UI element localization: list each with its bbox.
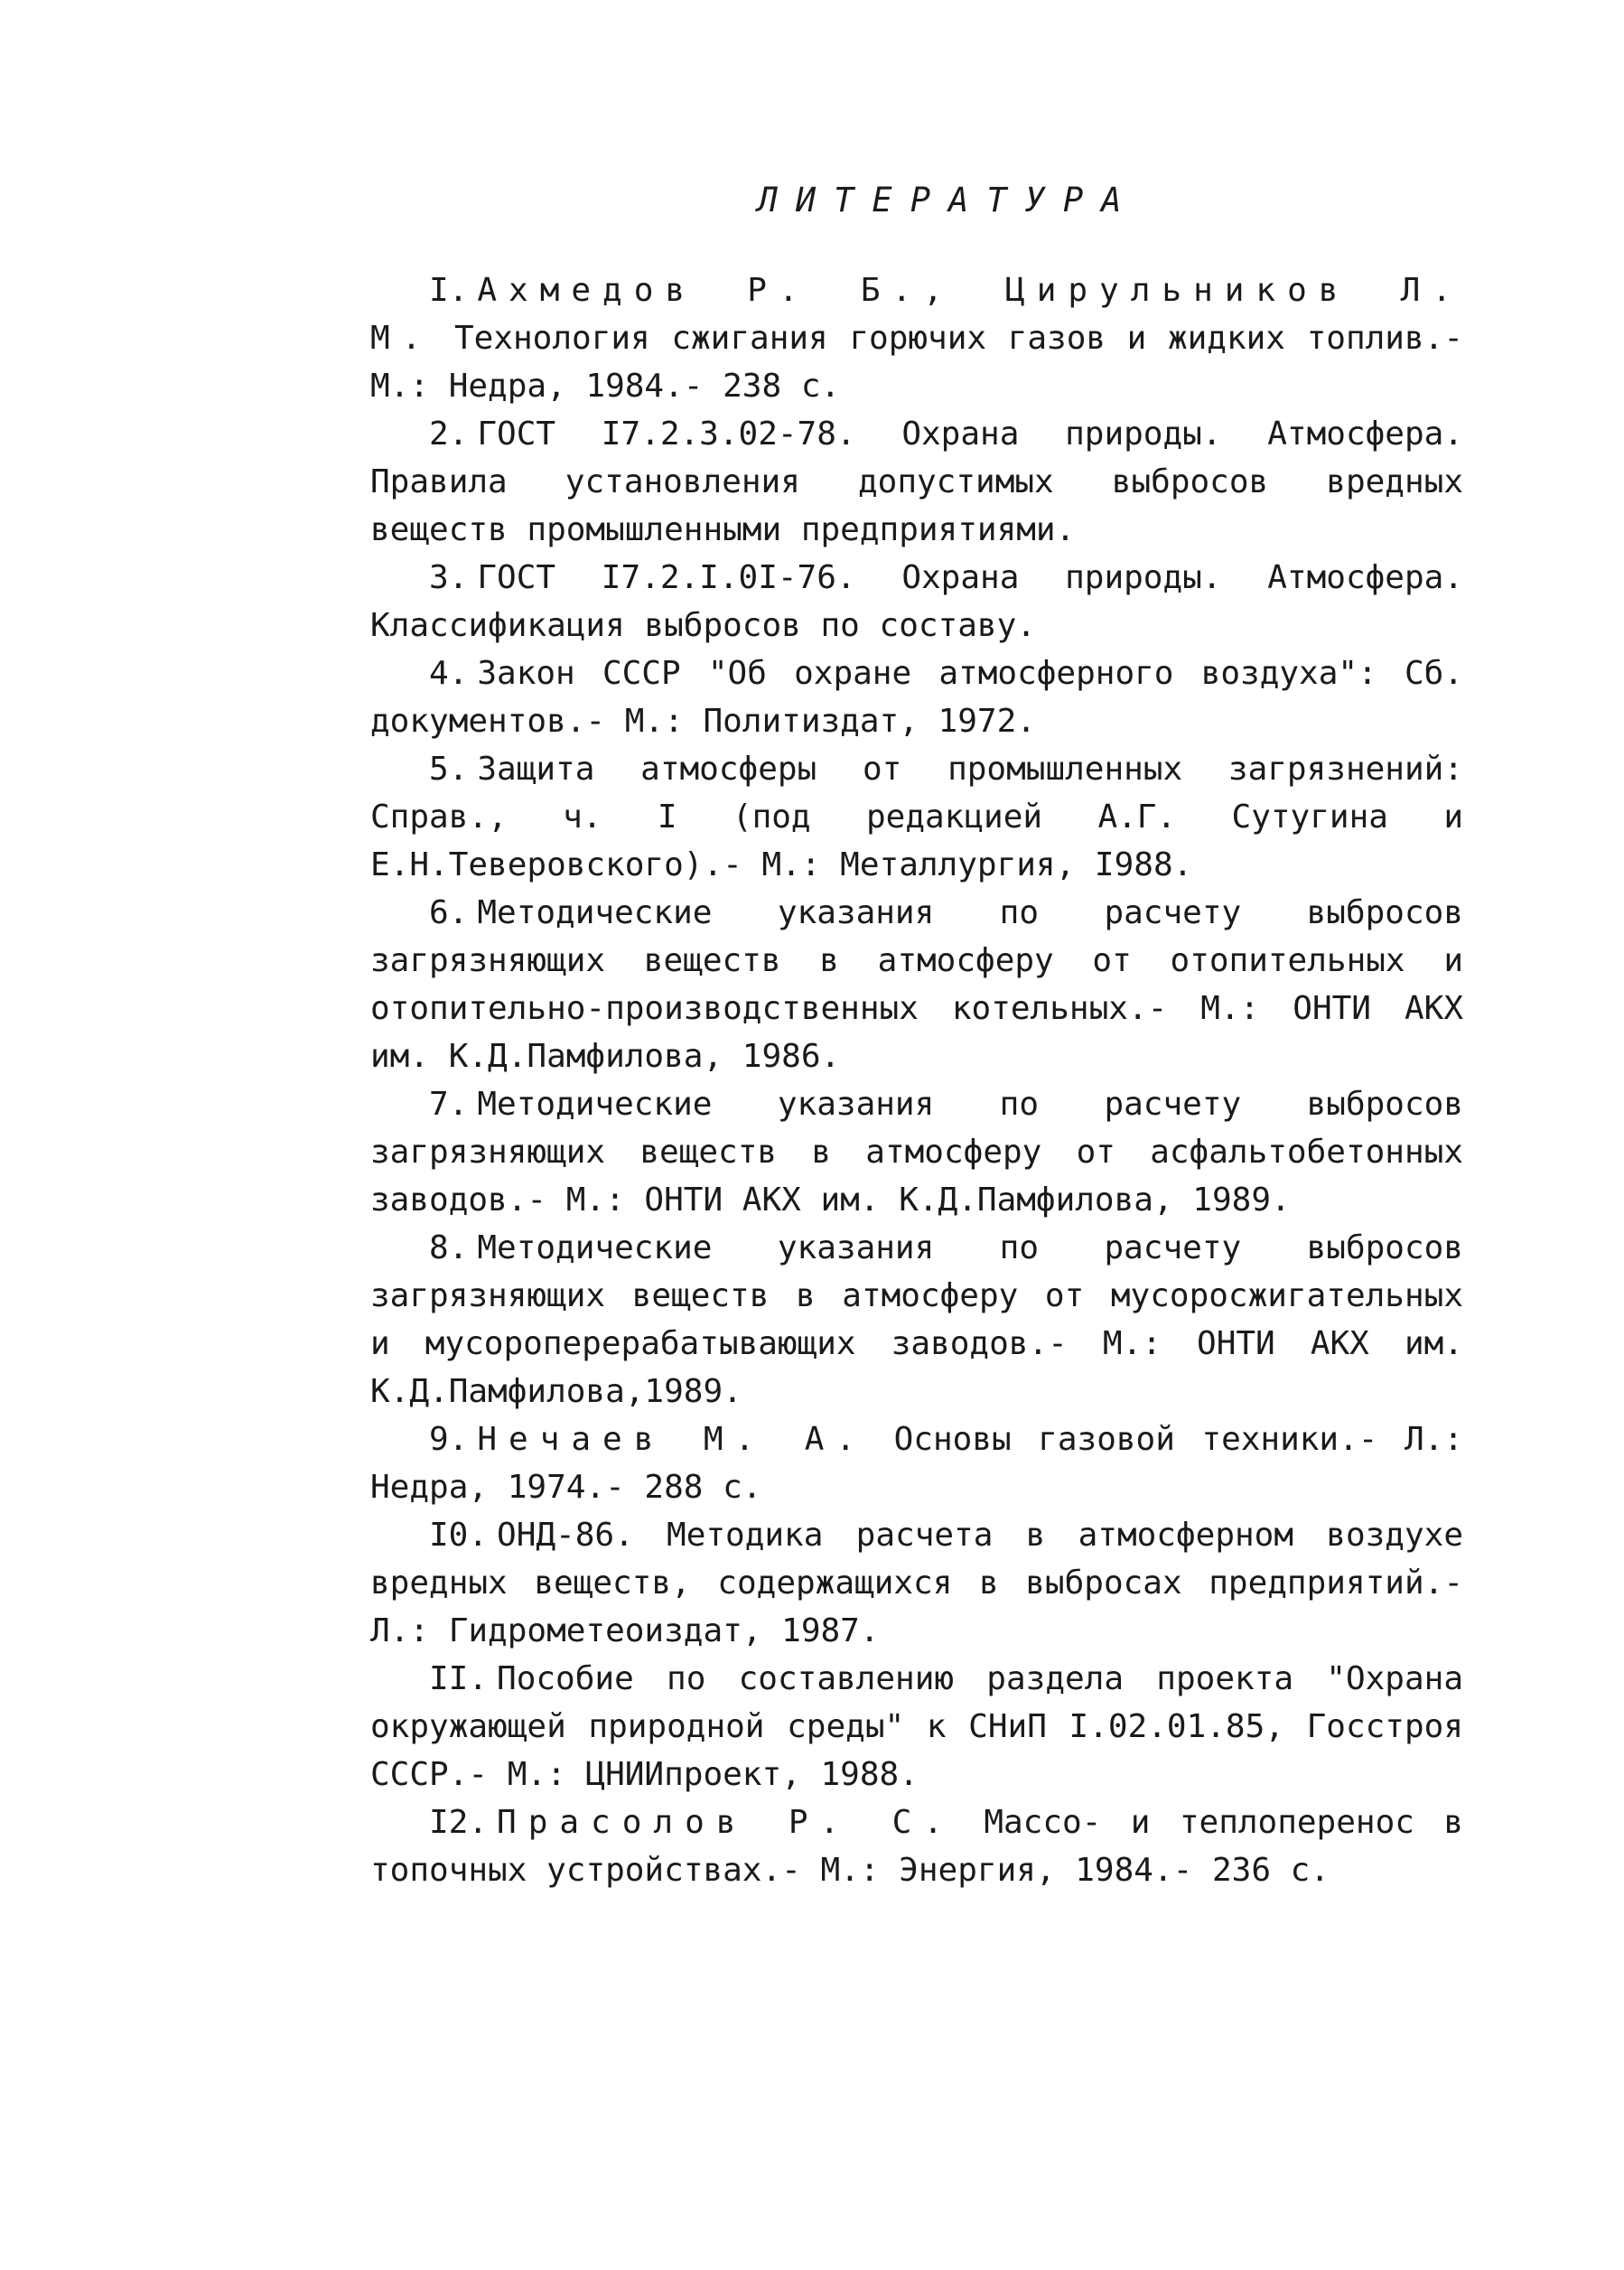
reference-number: 8. (429, 1229, 469, 1266)
reference-item (370, 554, 1463, 649)
reference-text: Защита атмосферы от промышленных загрязнений: Справ., ч. I (под редакцией А.Г. Сутугина и Е.Н.Теверовского).- М.: Металлургия, I988. (370, 751, 1463, 883)
reference-number: 6. (429, 894, 469, 931)
page-title: ЛИТЕРАТУРА (757, 181, 1140, 220)
reference-number: 2. (429, 416, 469, 453)
reference-item (370, 1798, 1463, 1894)
reference-item (370, 1655, 1463, 1798)
reference-text: Технология сжигания горючих газов и жидких топлив.- М.: Недра, 1984.- 238 с. (370, 320, 1463, 405)
reference-number: 5. (429, 751, 469, 788)
reference-item (370, 410, 1463, 554)
reference-text: Массо- и теплоперенос в топочных устройствах.- М.: Энергия, 1984.- 236 с. (370, 1804, 1463, 1889)
reference-item (370, 649, 1463, 745)
reference-text: Методические указания по расчету выбросов загрязняющих веществ в атмосферу от асфальтобетонных заводов.- М.: ОНТИ АКХ им. К.Д.Памфилова, 1989. (370, 1086, 1463, 1219)
reference-item (370, 745, 1463, 889)
reference-item (370, 1080, 1463, 1224)
reference-number: I0. (429, 1517, 489, 1554)
reference-text: Пособие по составлению раздела проекта "Охрана окружающей природной среды" к СНиП I.02.01.85, Госстроя СССР.- М.: ЦНИИпроект, 1988. (370, 1660, 1463, 1793)
reference-author: Ахмедов Р. Б., Цирульников Л. М. (370, 272, 1463, 357)
reference-number: 9. (429, 1421, 469, 1458)
reference-text: Методические указания по расчету выбросов загрязняющих веществ в атмосферу от отопительных и отопительно-производственных котельных.- М.: ОНТИ АКХ им. К.Д.Памфилова, 1986. (370, 894, 1463, 1075)
reference-number: 3. (429, 559, 469, 596)
reference-author: Нечаев М. А. (477, 1421, 868, 1458)
reference-item (370, 1511, 1463, 1655)
reference-text: Методические указания по расчету выбросов загрязняющих веществ в атмосферу от мусоросжигательных и мусороперерабатывающих заводов.- М.: ОНТИ АКХ им. К.Д.Памфилова,1989. (370, 1229, 1463, 1410)
reference-list (370, 266, 1463, 1894)
reference-item (370, 889, 1463, 1080)
reference-text: ГОСТ I7.2.I.0I-76. Охрана природы. Атмосфера. Классификация выбросов по составу. (370, 559, 1463, 644)
reference-text: Закон СССР "Об охране атмосферного воздуха": Сб. документов.- М.: Политиздат, 1972. (370, 655, 1463, 740)
reference-author: Прасолов Р. С. (497, 1804, 955, 1841)
reference-text: ОНД-86. Методика расчета в атмосферном воздухе вредных веществ, содержащихся в выбросах предприятий.- Л.: Гидрометеоиздат, 1987. (370, 1517, 1463, 1649)
reference-text: ГОСТ I7.2.3.02-78. Охрана природы. Атмосфера. Правила установления допустимых выбросов вредных веществ промышленными предприятиями. (370, 416, 1463, 548)
reference-number: 4. (429, 655, 469, 692)
reference-text: Основы газовой техники.- Л.: Недра, 1974.- 288 с. (370, 1421, 1463, 1506)
reference-number: I2. (429, 1804, 489, 1841)
reference-number: II. (429, 1660, 489, 1697)
reference-number: I. (429, 272, 469, 309)
reference-number: 7. (429, 1086, 469, 1123)
reference-item (370, 1224, 1463, 1415)
reference-item (370, 1415, 1463, 1511)
reference-item (370, 266, 1463, 410)
